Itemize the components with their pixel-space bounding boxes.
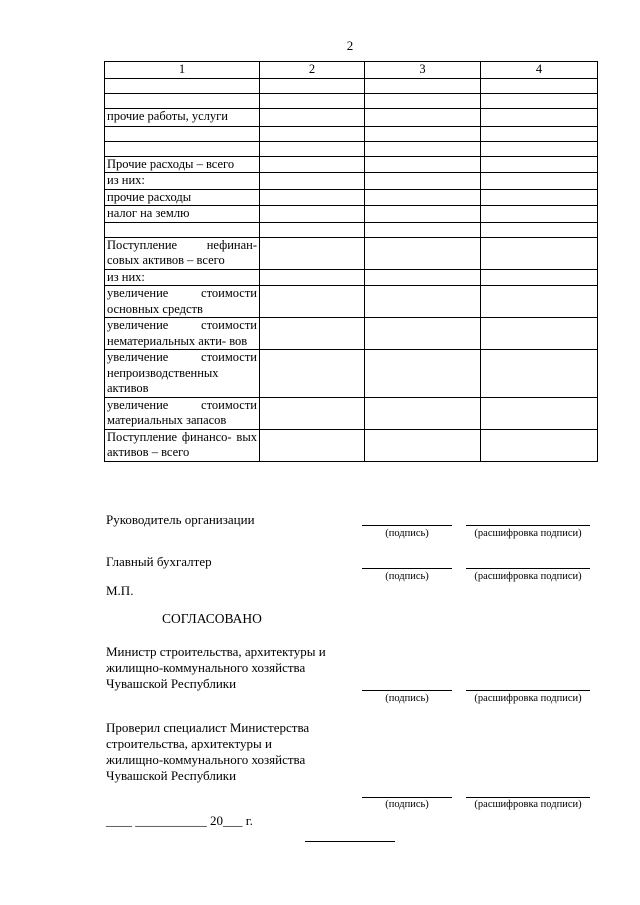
row-label: прочие работы, услуги — [105, 108, 260, 126]
header-col-2: 2 — [260, 62, 365, 79]
header-col-3: 3 — [365, 62, 481, 79]
table-row — [105, 126, 598, 141]
head-decode-line — [466, 525, 590, 526]
table-row — [105, 237, 598, 269]
head-signature-caption: (подпись) — [385, 528, 429, 539]
head-label: Руководитель организации — [106, 512, 255, 527]
row-label: налог на землю — [105, 206, 260, 223]
header-col-4: 4 — [481, 62, 598, 79]
row-label: из них: — [105, 173, 260, 190]
table-row — [105, 156, 598, 173]
table-row — [105, 206, 598, 223]
table-row — [105, 429, 598, 461]
head-signature-line — [362, 525, 452, 526]
row-label: из них: — [105, 269, 260, 286]
table-row — [105, 108, 598, 126]
accountant-decode-caption: (расшифровка подписи) — [474, 571, 582, 582]
table-row — [105, 269, 598, 286]
head-decode-caption: (расшифровка подписи) — [474, 528, 582, 539]
table-header-row — [105, 62, 598, 79]
table-row — [105, 318, 598, 350]
row-label — [105, 222, 260, 237]
approved-label: СОГЛАСОВАНО — [162, 611, 262, 626]
row-label — [105, 78, 260, 93]
row-label: увеличение стоимости непроизводственных активов — [105, 350, 260, 398]
row-label — [105, 141, 260, 156]
table-row — [105, 141, 598, 156]
row-label: Прочие расходы – всего — [105, 156, 260, 173]
page-number: 2 — [346, 38, 354, 53]
chief-accountant-label: Главный бухгалтер — [106, 554, 212, 569]
minister-decode-line — [466, 690, 590, 691]
table-row — [105, 78, 598, 93]
accountant-decode-line — [466, 568, 590, 569]
row-label: увеличение стоимости материальных запасов — [105, 397, 260, 429]
report-table — [104, 61, 598, 462]
date-line: ____ ___________ 20___ г. — [106, 813, 253, 828]
row-label: увеличение стоимости основных средств — [105, 286, 260, 318]
seal-label: М.П. — [106, 583, 134, 598]
row-label: прочие расходы — [105, 189, 260, 206]
row-label — [105, 126, 260, 141]
header-col-1: 1 — [105, 62, 260, 79]
checked-label: Проверил специалист Министерства строительства, архитектуры и жилищно-коммунального хозяйства Чувашской Республики — [106, 720, 310, 783]
footer-separator — [305, 841, 395, 842]
table-row — [105, 397, 598, 429]
accountant-signature-line — [362, 568, 452, 569]
checker-signature-caption: (подпись) — [385, 799, 429, 810]
accountant-signature-caption: (подпись) — [385, 571, 429, 582]
minister-signature-caption: (подпись) — [385, 693, 429, 704]
table-row — [105, 286, 598, 318]
table-row — [105, 93, 598, 108]
checker-decode-caption: (расшифровка подписи) — [474, 799, 582, 810]
row-label: Поступление нефинан- совых активов – всего — [105, 237, 260, 269]
row-label: увеличение стоимости нематериальных акти- вов — [105, 318, 260, 350]
minister-decode-caption: (расшифровка подписи) — [474, 693, 582, 704]
table-row — [105, 350, 598, 398]
table-row — [105, 222, 598, 237]
minister-signature-line — [362, 690, 452, 691]
table-row — [105, 189, 598, 206]
row-label — [105, 93, 260, 108]
row-label: Поступление финансо- вых активов – всего — [105, 429, 260, 461]
checker-signature-line — [362, 797, 452, 798]
minister-label: Министр строительства, архитектуры и жилищно-коммунального хозяйства Чувашской Республики — [106, 644, 326, 691]
table-row — [105, 173, 598, 190]
checker-decode-line — [466, 797, 590, 798]
